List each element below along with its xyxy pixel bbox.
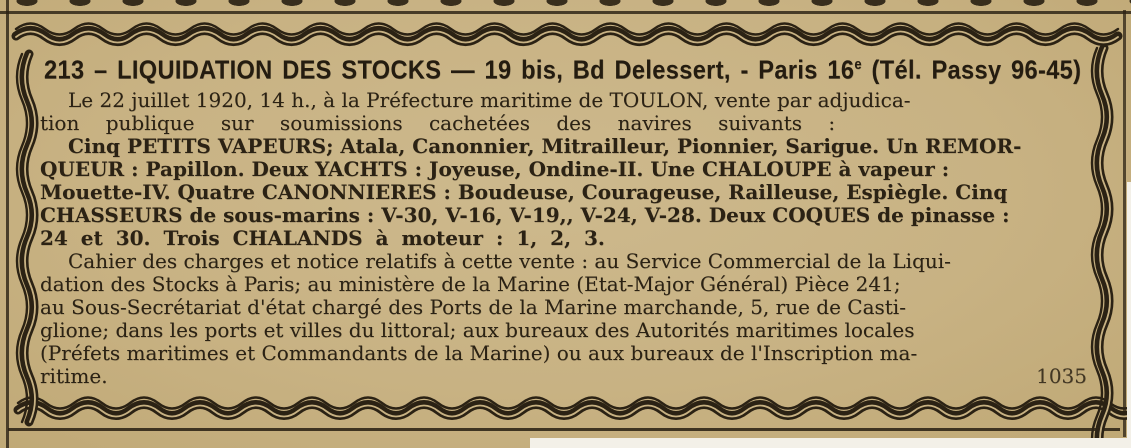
ad-header	[44, 48, 1082, 85]
ad-header-superscript: e	[854, 57, 862, 73]
ad-header-text: 213 – LIQUIDATION DES STOCKS — 19 bis, Bd Delessert, - Paris 16	[44, 54, 855, 85]
text-line: au Sous-Secrétariat d'état chargé des Ports de la Marine marchande, 5, rue de Casti-	[40, 295, 906, 319]
text-line: Le 22 juillet 1920, 14 h., à la Préfecture maritime de TOULON, vente par adjudica-	[68, 88, 911, 112]
bottom-rule	[8, 428, 1120, 431]
text-line: Mouette-IV. Quatre CANONNIERES : Boudeuse, Courageuse, Railleuse, Espiègle. Cinq	[40, 180, 1008, 204]
text-line: Cahier des charges et notice relatifs à cette vente : au Service Commercial de la Liqui-	[68, 249, 951, 273]
paragraph-sale-info	[40, 250, 1087, 388]
text-line: CHASSEURS de sous-marins : V-30, V-16, V-19,, V-24, V-28. Deux COQUES de pinasse :	[40, 203, 1010, 227]
text-line: QUEUR : Papillon. Deux YACHTS : Joyeuse, Ondine-II. Une CHALOUPE à vapeur :	[40, 157, 950, 181]
text-line: dation des Stocks à Paris; au ministère de la Marine (Etat-Major Général) Pièce 241;	[40, 272, 901, 296]
left-rule	[6, 0, 9, 448]
right-rule	[1123, 10, 1126, 437]
text-line-content: ritime.	[40, 364, 108, 388]
reference-number: 1035	[1036, 364, 1087, 388]
dotted-border-top	[0, 0, 1131, 9]
text-line: Cinq PETITS VAPEURS; Atala, Canonnier, Mitrailleur, Pionnier, Sarigue. Un REMOR-	[68, 134, 1022, 158]
text-line	[40, 365, 1087, 388]
ad-header-phone: (Tél. Passy 96-45)	[861, 54, 1082, 85]
paragraph-ships-list	[40, 135, 1087, 250]
text-line: glione; dans les ports et villes du littoral; aux bureaux des Autorités maritimes locales	[40, 318, 915, 342]
wavy-border-left	[13, 54, 43, 412]
text-line: tion publique sur soumissions cachetées des navires suivants :	[40, 111, 836, 135]
scan-edge-right	[1127, 182, 1131, 448]
wavy-border-bottom	[18, 396, 1112, 424]
top-rule	[0, 11, 1131, 14]
wavy-border-right	[1091, 48, 1121, 422]
text-line: 24 et 30. Trois CHALANDS à moteur : 1, 2, 3.	[40, 226, 605, 250]
paragraph-date-announcement	[40, 89, 1087, 135]
wavy-border-top	[16, 20, 1106, 48]
scan-edge-bottom	[530, 438, 1131, 448]
text-line: (Préfets maritimes et Commandants de la Marine) ou aux bureaux de l'Inscription ma-	[40, 341, 918, 365]
ad-body	[40, 89, 1087, 388]
